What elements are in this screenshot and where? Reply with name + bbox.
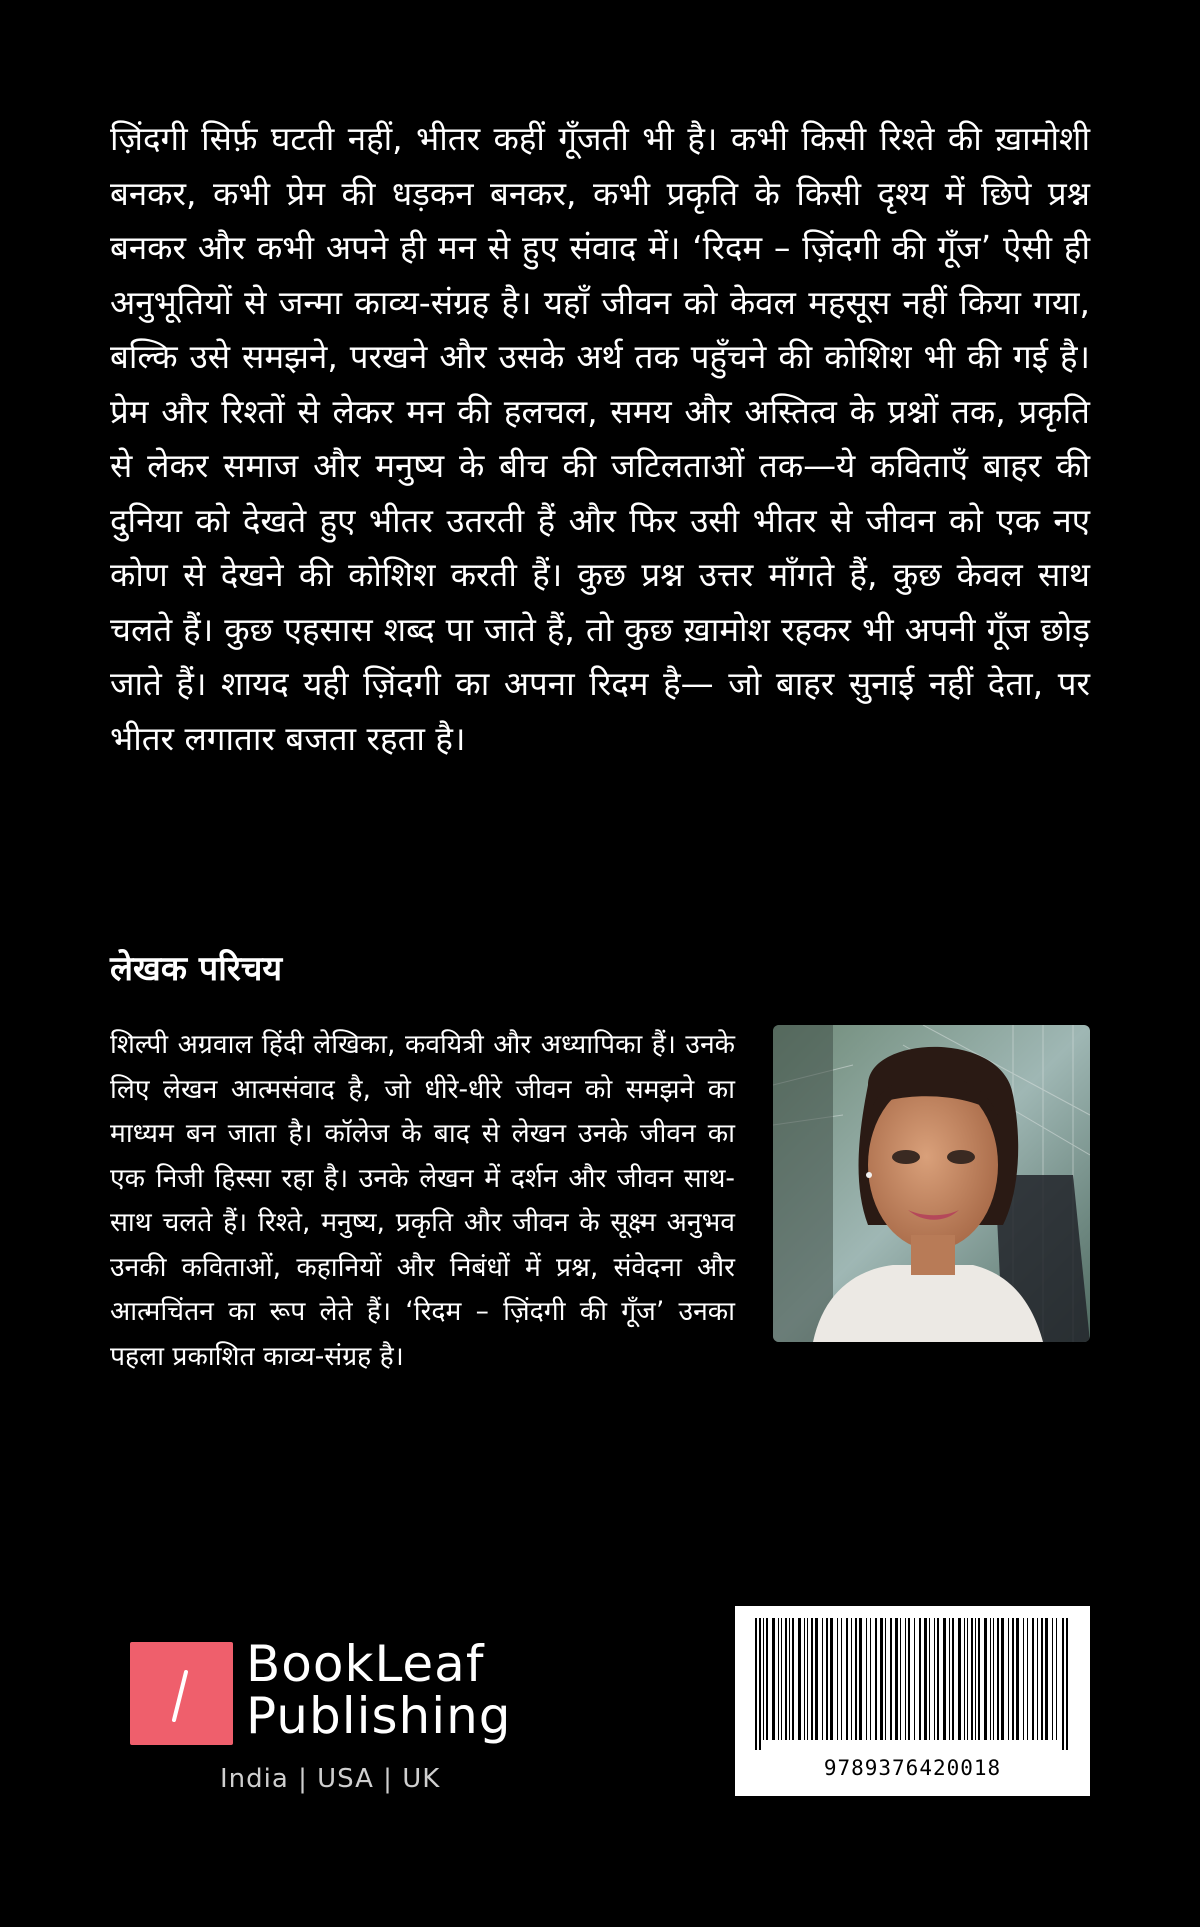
author-bio: शिल्पी अग्रवाल हिंदी लेखिका, कवयित्री और अध्यापिका हैं। उनके लिए लेखन आत्मसंवाद है, जो धीरे-धीरे जीवन को समझने का माध्यम बन जाता है। कॉलेज के बाद से लेखन उनके जीवन का एक निजी हिस्सा रहा है। उनके लेखन में दर्शन और जीवन साथ-साथ चलते हैं। रिश्ते, मनुष्य, प्रकृति और जीवन के सूक्ष्म अनुभव उनकी कविताओं, कहानियों और निबंधों में प्रश्न, संवेदना और आत्मचिंतन का रूप लेते हैं। ‘रिदम – ज़िंदगी की गूँज’ उनका पहला प्रकाशित काव्य-संग्रह है। [110, 1029, 735, 1372]
isbn-number: 9789376420018 [823, 1756, 1002, 1780]
publisher-regions: India | USA | UK [220, 1764, 441, 1794]
slash-logo-icon [130, 1642, 233, 1745]
barcode-icon [735, 1606, 1090, 1756]
author-section-heading: लेखक परिचय [110, 949, 283, 989]
publisher-name-line2: Publishing [246, 1687, 512, 1745]
back-cover-blurb: ज़िंदगी सिर्फ़ घटती नहीं, भीतर कहीं गूँजती भी है। कभी किसी रिश्ते की ख़ामोशी बनकर, कभी प्रेम की धड़कन बनकर, कभी प्रकृति के किसी दृश्य में छिपे प्रश्न बनकर और कभी अपने ही मन से हुए संवाद में। ‘रिदम – ज़िंदगी की गूँज’ ऐसी ही अनुभूतियों से जन्मा काव्य-संग्रह है। यहाँ जीवन को केवल महसूस नहीं किया गया, बल्कि उसे समझने, परखने और उसके अर्थ तक पहुँचने की कोशिश भी की गई है। प्रेम और रिश्तों से लेकर मन की हलचल, समय और अस्तित्व के प्रश्नों तक, प्रकृति से लेकर समाज और मनुष्य के बीच की जटिलताओं तक—ये कविताएँ बाहर की दुनिया को देखते हुए भीतर उतरती हैं और फिर उसी भीतर से जीवन को एक नए कोण से देखने की कोशिश करती हैं। कुछ प्रश्न उत्तर माँगते हैं, कुछ केवल साथ चलते हैं। कुछ एहसास शब्द पा जाते हैं, तो कुछ ख़ामोश रहकर भी अपनी गूँज छोड़ जाते हैं। शायद यही ज़िंदगी का अपना रिदम है— जो बाहर सुनाई नहीं देता, पर भीतर लगातार बजता रहता है। [110, 119, 1090, 758]
isbn-barcode [735, 1606, 1090, 1796]
publisher-name-line1: BookLeaf [246, 1635, 485, 1693]
publisher-logo [130, 1635, 512, 1748]
author-portrait-icon [773, 1025, 1090, 1342]
author-photo [773, 1025, 1090, 1342]
